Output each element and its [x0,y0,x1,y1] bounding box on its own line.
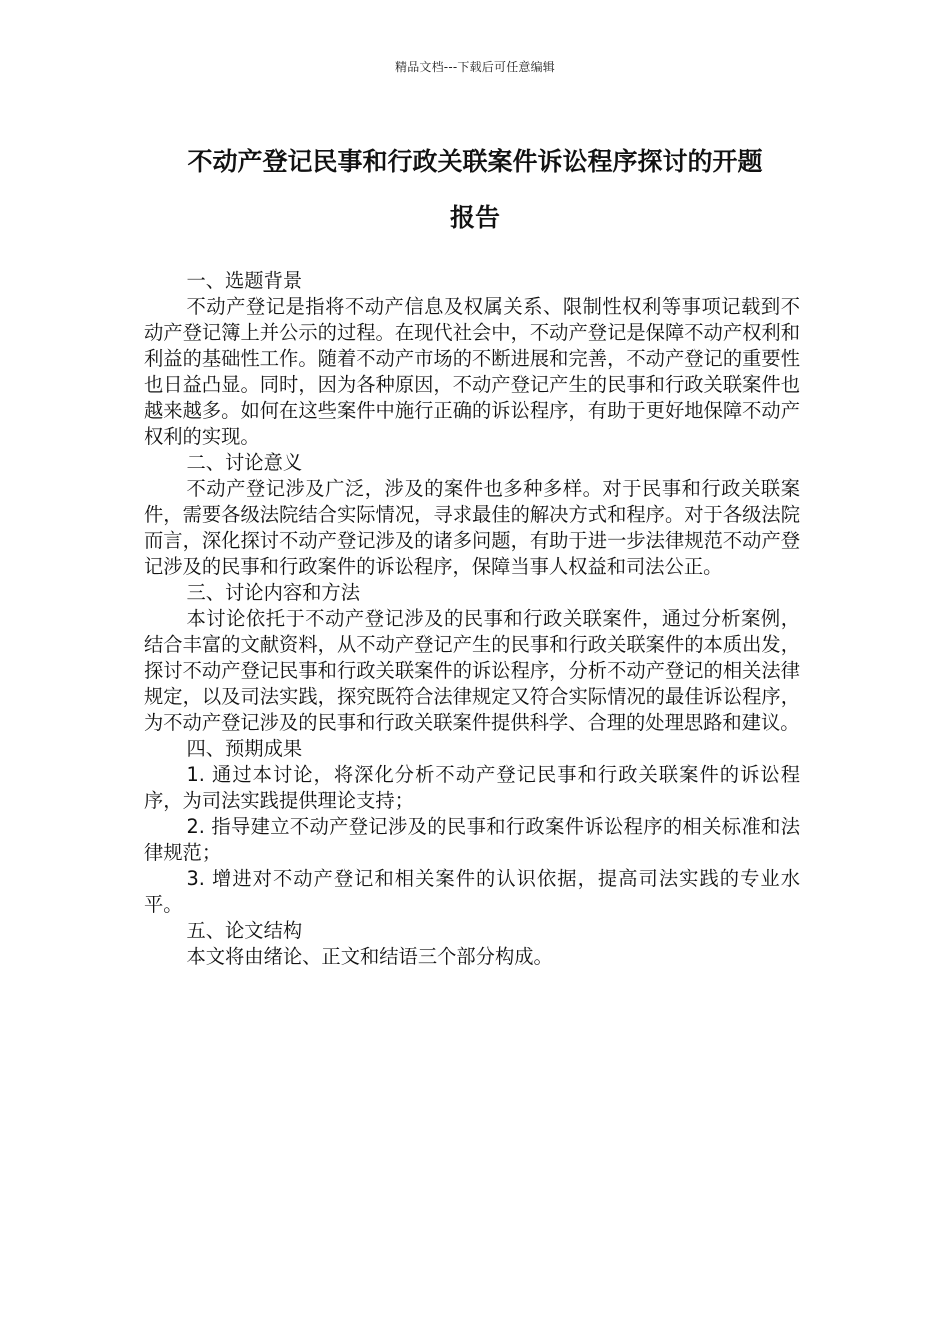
outcome-item-1: 1. 通过本讨论，将深化分析不动产登记民事和行政关联案件的诉讼程序，为司法实践提供理论支持； [144,763,800,812]
outcome-item-2: 2. 指导建立不动产登记涉及的民事和行政案件诉讼程序的相关标准和法律规范； [144,815,800,864]
section-heading-significance: 二、讨论意义 [186,451,303,474]
outcome-item-3: 3. 增进对不动产登记和相关案件的认识依据，提高司法实践的专业水平。 [144,867,800,916]
section-text-content-method: 本讨论依托于不动产登记涉及的民事和行政关联案件，通过分析案例，结合丰富的文献资料，从不动产登记产生的民事和行政关联案件的本质出发，探讨不动产登记民事和行政关联案件的诉讼程序，分析不动产登记的相关法律规定，以及司法实践，探究既符合法律规定又符合实际情况的最佳诉讼程序，为不动产登记涉及的民事和行政关联案件提供科学、合理的处理思路和建议。 [144,607,800,734]
header-note: 精品文档---下载后可任意编辑 [395,60,555,74]
section-heading-content-method: 三、讨论内容和方法 [186,581,360,604]
document-body [144,268,800,970]
title-line-2: 报告 [449,203,500,232]
section-heading-structure: 五、论文结构 [186,919,303,942]
section-heading-background: 一、选题背景 [186,269,303,292]
section-heading-outcomes: 四、预期成果 [186,737,303,760]
section-text-significance: 不动产登记涉及广泛，涉及的案件也多种多样。对于民事和行政关联案件，需要各级法院结合实际情况，寻求最佳的解决方式和程序。对于各级法院而言，深化探讨不动产登记涉及的诸多问题，有助于进一步法律规范不动产登记涉及的民事和行政案件的诉讼程序，保障当事人权益和司法公正。 [144,477,800,578]
section-text-background: 不动产登记是指将不动产信息及权属关系、限制性权利等事项记载到不动产登记簿上并公示的过程。在现代社会中，不动产登记是保障不动产权利和利益的基础性工作。随着不动产市场的不断进展和完善，不动产登记的重要性也日益凸显。同时，因为各种原因，不动产登记产生的民事和行政关联案件也越来越多。如何在这些案件中施行正确的诉讼程序，有助于更好地保障不动产权利的实现。 [144,295,800,448]
section-text-structure: 本文将由绪论、正文和结语三个部分构成。 [186,945,553,968]
title-line-1: 不动产登记民事和行政关联案件诉讼程序探讨的开题 [187,147,763,176]
document-title [130,134,820,246]
